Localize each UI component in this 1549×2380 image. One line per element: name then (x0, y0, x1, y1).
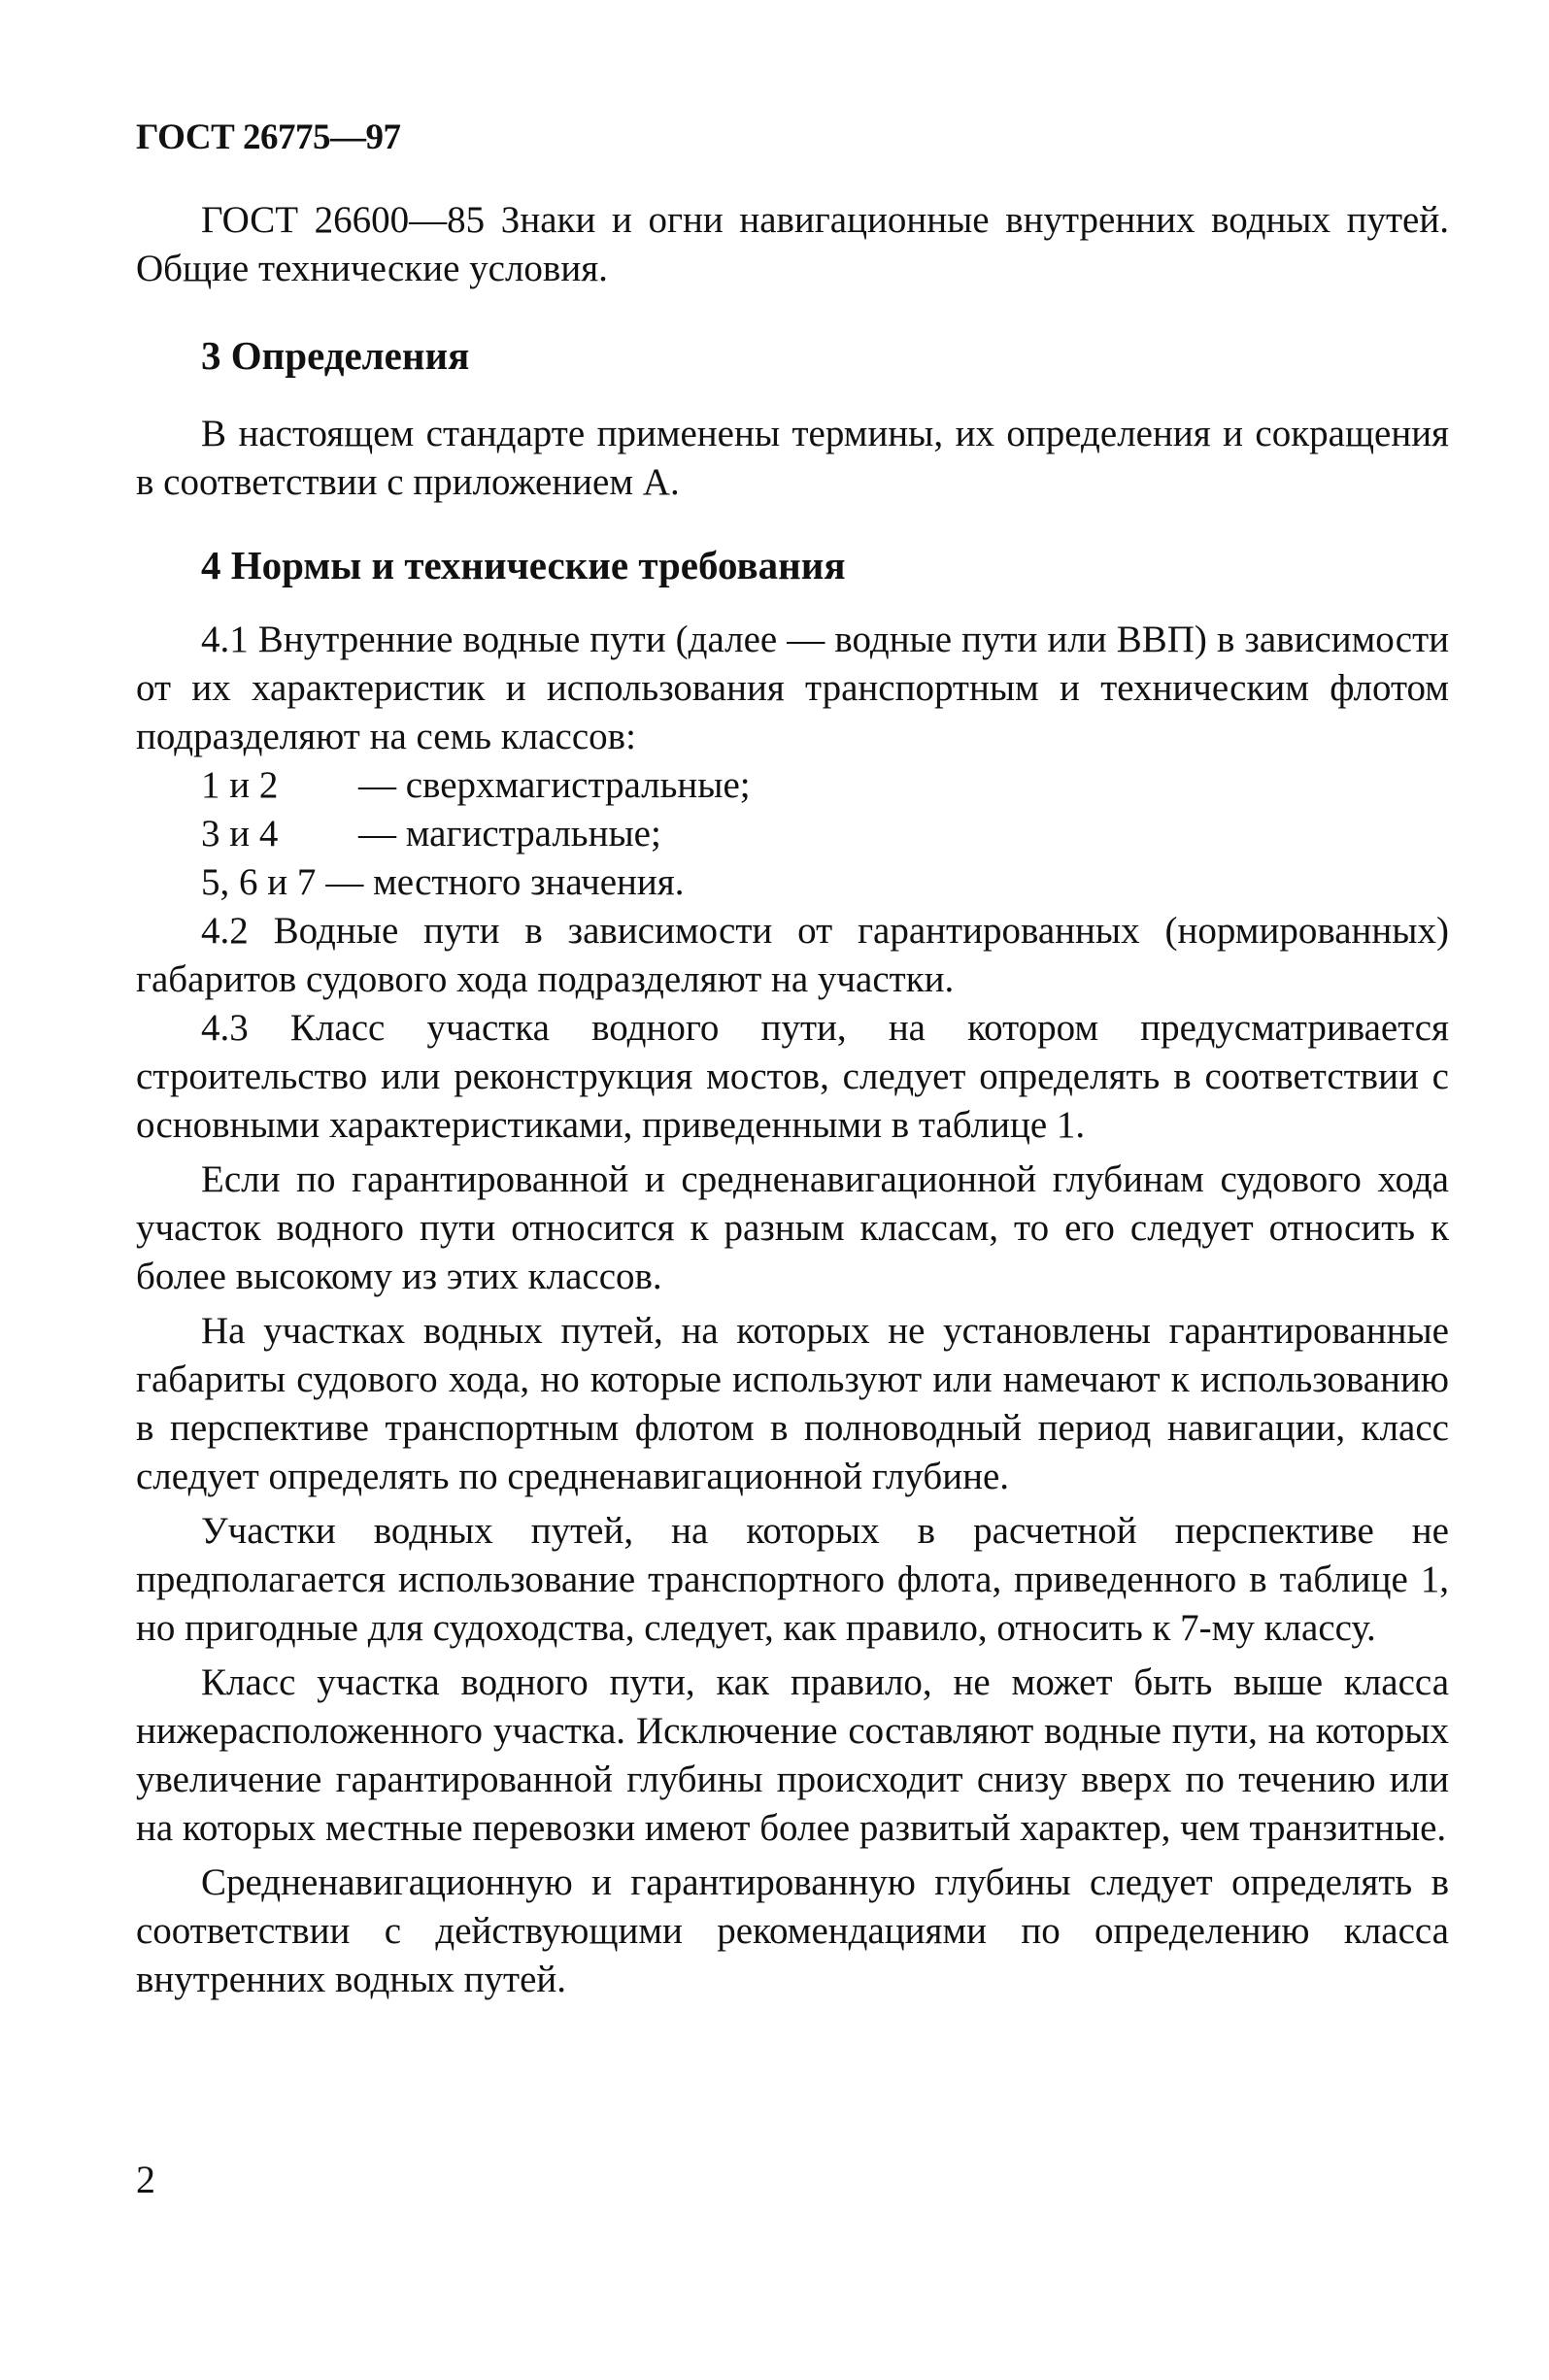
paragraph-class-limit: Класс участка водного пути, как правило, не может быть выше класса нижерасположенного участка. Исключение составляют водные пути, на которых увеличение гарантированной глубины происходит снизу вверх по течению или на которых местные перевозки имеют более развитый характер, чем транзитные. (136, 1661, 1449, 1849)
class-number: 5, 6 и 7 (201, 861, 317, 903)
class-list (136, 761, 1449, 907)
paragraph-class-seven: Участки водных путей, на которых в расчетной перспективе не предполагается использование транспортного флота, приведенного в таблице 1, но пригодные для судоходства, следует, как правило, относить к 7-му классу. (136, 1510, 1449, 1649)
page-number: 2 (136, 2158, 155, 2201)
paragraph-class-higher: Если по гарантированной и средненавигационной глубинам судового хода участок водного пути относится к разным классам, то его следует относить к более высокому из этих классов. (136, 1158, 1449, 1297)
section-3-heading: 3 Определения (201, 333, 470, 378)
class-list-item (136, 858, 1449, 907)
class-description: — сверхмагистральные; (358, 764, 751, 806)
class-list-item (136, 810, 1449, 858)
paragraph-4-3: 4.3 Класс участка водного пути, на котором предусматривается строительство или реконструкция мостов, следует определять в соответствии с основными характеристиками, приведенными в таблице 1. (136, 1007, 1449, 1146)
document-page (136, 115, 1449, 2004)
paragraph-depth-determination: Средненавигационную и гарантированную глубины следует определять в соответствии с действующими рекомендациями по определению класса внутренних водных путей. (136, 1861, 1449, 2000)
paragraph-no-guaranteed-dimensions: На участках водных путей, на которых не установлены гарантированные габариты судового хода, но которые используют или намечают к использованию в перспективе транспортным флотом в полноводный период навигации, класс следует определять по средненавигационной глубине. (136, 1310, 1449, 1497)
reference-paragraph: ГОСТ 26600—85 Знаки и огни навигационные внутренних водных путей. Общие технические условия. (136, 199, 1449, 289)
class-description: — магистральные; (358, 813, 661, 855)
class-list-item (136, 761, 1449, 810)
class-description: — местного значения. (325, 861, 685, 903)
class-number: 3 и 4 (201, 813, 279, 855)
section-3-text: В настоящем стандарте применены термины, их определения и сокращения в соответствии с приложением А. (136, 413, 1449, 503)
paragraph-4-1: 4.1 Внутренние водные пути (далее — водные пути или ВВП) в зависимости от их характеристик и использования транспортным и техническим флотом подразделяют на семь классов: (136, 619, 1449, 757)
running-head: ГОСТ 26775—97 (136, 117, 401, 157)
paragraph-4-2: 4.2 Водные пути в зависимости от гарантированных (нормированных) габаритов судового хода подразделяют на участки. (136, 910, 1449, 1000)
class-number: 1 и 2 (201, 764, 279, 806)
section-4-heading: 4 Нормы и технические требования (201, 543, 846, 587)
